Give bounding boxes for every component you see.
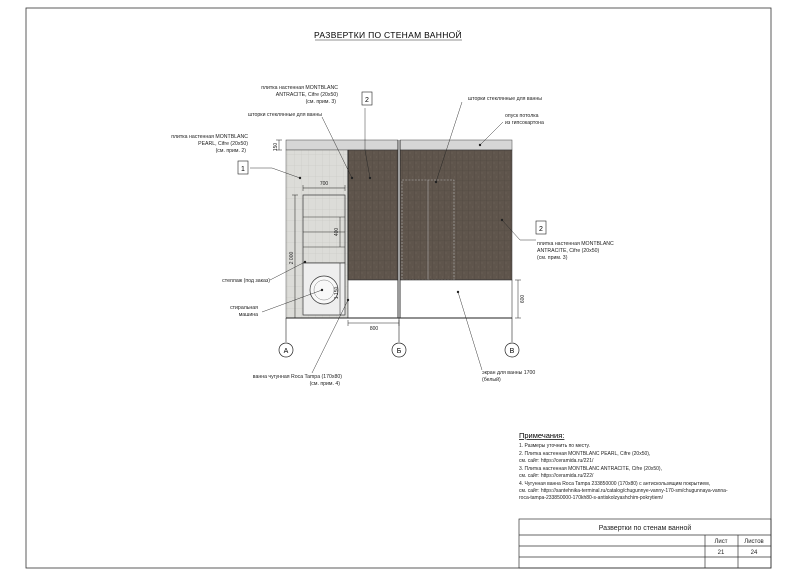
notes-title: Примечания: — [519, 431, 565, 440]
svg-text:из гипсокартона: из гипсокартона — [505, 120, 544, 126]
svg-text:опуск потолка: опуск потолка — [505, 113, 539, 119]
title-block-sheets-label: Листов — [744, 539, 764, 545]
label-shower-screen-right: шторки стеклянные для ванны — [468, 96, 542, 102]
svg-text:Б: Б — [396, 348, 402, 355]
svg-text:(см. прим. 3): (см. прим. 3) — [537, 255, 568, 261]
title-block-sheet-label: Лист — [714, 539, 728, 545]
svg-text:PEARL, Cifre (20x50): PEARL, Cifre (20x50) — [198, 141, 248, 147]
svg-text:плитка настенная MONTBLANC: плитка настенная MONTBLANC — [261, 85, 338, 91]
svg-text:машина: машина — [238, 312, 258, 318]
svg-text:В: В — [509, 348, 515, 355]
svg-text:3. Плитка настенная MONTBLANC: 3. Плитка настенная MONTBLANC ANTRACITE, Cifre (20x50), — [519, 466, 662, 472]
drawing-title: РАЗВЕРТКИ ПО СТЕНАМ ВАННОЙ — [314, 30, 462, 40]
axis-b-marker — [392, 343, 406, 357]
callout-box-1 — [238, 161, 248, 174]
label-shower-screen-left: шторки стеклянные для ванны — [248, 112, 322, 118]
svg-text:плитка настенная MONTBLANC: плитка настенная MONTBLANC — [171, 134, 248, 140]
title-block-sheet-number: 21 — [717, 550, 725, 556]
label-shelf: стеллаж (под заказ) — [222, 278, 270, 284]
svg-text:см. сайт: https://santehnika-: см. сайт: https://santehnika-terminal.ru/catalog/chugunnye-vanny-170-sm/chugunnaya-vanna- — [519, 488, 728, 494]
svg-text:ANTRACITE, Cifre (20x50): ANTRACITE, Cifre (20x50) — [537, 248, 600, 254]
svg-text:(белый): (белый) — [482, 377, 501, 383]
label-washing-machine — [230, 305, 258, 318]
dim-150: 150 — [273, 142, 279, 152]
axis-v-marker — [505, 343, 519, 357]
svg-text:плитка настенная MONTBLANC: плитка настенная MONTBLANC — [537, 241, 614, 247]
axis-a-marker — [279, 343, 293, 357]
title-block-sheets-total: 24 — [750, 550, 758, 556]
svg-text:2: 2 — [539, 226, 543, 233]
svg-text:ванна чугунная Roca Tampa (170: ванна чугунная Roca Tampa (170x80) — [252, 374, 342, 380]
svg-text:ANTRACITE, Cifre (20x50): ANTRACITE, Cifre (20x50) — [275, 92, 338, 98]
svg-text:см. сайт: https://ceramida.ru: см. сайт: https://ceramida.ru/222/ — [519, 473, 594, 479]
svg-text:2: 2 — [365, 97, 369, 104]
callout-box-2-top — [362, 92, 372, 105]
title-block-name: Развертки по стенам ванной — [598, 525, 692, 532]
svg-text:экран для ванны 1700: экран для ванны 1700 — [482, 370, 536, 376]
left-wall-elevation — [286, 140, 398, 318]
anthracite-tile-area-left — [348, 150, 398, 280]
anthracite-tile-area-right — [400, 150, 512, 280]
svg-text:А: А — [283, 348, 289, 355]
label-bath-screen — [482, 370, 535, 383]
svg-text:(см. прим. 4): (см. прим. 4) — [309, 381, 340, 387]
dim-400: 400 — [334, 227, 340, 237]
label-pearl-tile — [171, 134, 248, 154]
svg-text:1: 1 — [241, 166, 245, 173]
dim-600: 600 — [520, 294, 526, 304]
svg-text:см. сайт: https://ceramida.ru: см. сайт: https://ceramida.ru/221/ — [519, 458, 594, 464]
svg-text:1. Размеры уточнить по месту.: 1. Размеры уточнить по месту. — [519, 443, 590, 449]
callout-box-2-right — [536, 221, 546, 234]
notes-block — [519, 431, 728, 501]
label-anthracite-top — [261, 85, 338, 105]
bath-screen — [400, 280, 512, 318]
svg-text:4. Чугунная ванна Roca Tampa 2: 4. Чугунная ванна Roca Tampa 233850000 (170x80) с антискользящим покрытием, — [519, 481, 711, 487]
dim-2000: 2 000 — [289, 251, 295, 265]
dim-1150: 1 150 — [334, 286, 340, 300]
dim-700: 700 — [319, 181, 329, 187]
svg-text:(см. прим. 2): (см. прим. 2) — [215, 148, 246, 154]
svg-text:roca-tampa-233850000-170kh80-s: roca-tampa-233850000-170kh80-s-antiskolzyashchim-pokrytiem/ — [519, 495, 663, 501]
label-ceiling-drop — [505, 113, 544, 126]
label-bathtub — [253, 374, 342, 387]
right-wall-elevation — [400, 140, 512, 318]
svg-text:стиральная: стиральная — [230, 305, 258, 311]
svg-text:(см. прим. 3): (см. прим. 3) — [305, 99, 336, 105]
svg-text:2. Плитка настенная MONTBLANC: 2. Плитка настенная MONTBLANC PEARL, Cifre (20x50), — [519, 451, 651, 457]
dim-800: 800 — [369, 326, 379, 332]
label-anthracite-right — [537, 241, 614, 261]
